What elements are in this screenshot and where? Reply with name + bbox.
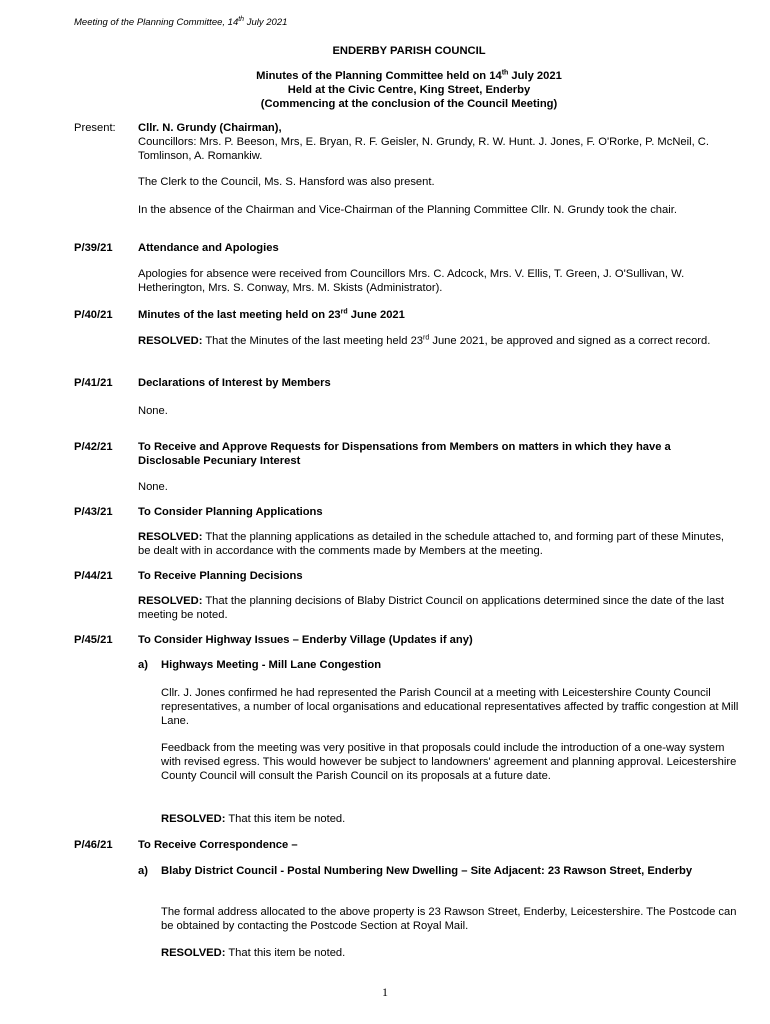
item-heading-p44: To Receive Planning Decisions [138, 570, 303, 582]
item-number-p44: P/44/21 [74, 570, 113, 582]
sub-item-heading-p45a: Highways Meeting - Mill Lane Congestion [161, 659, 382, 671]
resolved-label: RESOLVED: [161, 947, 226, 959]
council-name: ENDERBY PARISH COUNCIL [332, 45, 486, 57]
item-number-p46: P/46/21 [74, 839, 113, 851]
item-number-p42: P/42/21 [74, 441, 113, 453]
sub-item-para1-p46a: The formal address allocated to the above property is 23 Rawson Street, Enderby, Leicestershire. The Postcode can be obtained by contacting the Postcode Section at Royal Mail. [161, 906, 737, 932]
sub-item-heading-p46a: Blaby District Council - Postal Numbering New Dwelling – Site Adjacent: 23 Rawson Street, Enderby [161, 865, 693, 877]
item-heading-p39: Attendance and Apologies [138, 242, 279, 254]
present-councillors: Councillors: Mrs. P. Beeson, Mrs, E. Bryan, R. F. Geisler, N. Grundy, R. W. Hunt. J. Jones, F. O'Rorke, P. McNeil, C. Tomlinson, A. Romankiw. [138, 136, 709, 162]
minutes-title-line3: (Commencing at the conclusion of the Council Meeting) [260, 98, 558, 110]
minutes-title-line2: Held at the Civic Centre, King Street, Enderby [287, 84, 531, 96]
item-body-p40: RESOLVED: That the Minutes of the last meeting held 23rd June 2021, be approved and signed as a correct record. [138, 334, 711, 347]
resolved-label: RESOLVED: [138, 595, 203, 607]
sub-item-para2-p45a: Feedback from the meeting was very positive in that proposals could include the introduction of a one-way system with revised egress. This would however be subject to landowners' agreement and planning approval. Leicestershire County Council will consult the Parish Council on its proposals at a future date. [161, 742, 737, 782]
item-heading-p42: To Receive and Approve Requests for Dispensations from Members on matters in which they have a Disclosable Pecuniary Interest [138, 441, 671, 467]
sub-item-resolved-p46a: RESOLVED: That this item be noted. [161, 947, 346, 959]
present-clerk: The Clerk to the Council, Ms. S. Hansford was also present. [138, 176, 435, 188]
sub-item-letter-p46a: a) [138, 865, 148, 877]
resolved-label: RESOLVED: [161, 813, 226, 825]
item-heading-p46: To Receive Correspondence – [138, 839, 298, 851]
present-label: Present: [74, 122, 116, 134]
resolved-label: RESOLVED: [138, 531, 203, 543]
item-heading-p40: Minutes of the last meeting held on 23rd June 2021 [138, 308, 405, 321]
item-heading-p41: Declarations of Interest by Members [138, 377, 331, 389]
minutes-title [74, 69, 744, 111]
item-body-p41: None. [138, 405, 168, 417]
resolved-label: RESOLVED: [138, 335, 203, 347]
item-number-p45: P/45/21 [74, 634, 113, 646]
item-number-p41: P/41/21 [74, 377, 113, 389]
sub-item-letter-p45a: a) [138, 659, 148, 671]
item-body-p44: RESOLVED: That the planning decisions of Blaby District Council on applications determined since the date of the last meeting be noted. [138, 595, 724, 621]
item-number-p43: P/43/21 [74, 506, 113, 518]
present-absence-note: In the absence of the Chairman and Vice-Chairman of the Planning Committee Cllr. N. Grundy took the chair. [138, 204, 677, 216]
running-head: Meeting of the Planning Committee, 14th July 2021 [74, 15, 288, 28]
item-number-p39: P/39/21 [74, 242, 113, 254]
sub-item-resolved-p45a: RESOLVED: That this item be noted. [161, 813, 346, 825]
minutes-title-line1: Minutes of the Planning Committee held on 14th July 2021 [256, 69, 562, 82]
item-heading-p43: To Consider Planning Applications [138, 506, 323, 518]
sub-item-para1-p45a: Cllr. J. Jones confirmed he had represented the Parish Council at a meeting with Leicestershire County Council representatives, a number of local organisations and educational representatives affected by traffic congestion at Mill Lane. [161, 687, 739, 727]
item-body-p39: Apologies for absence were received from Councillors Mrs. C. Adcock, Mrs. V. Ellis, T. Green, J. O'Sullivan, W. Hetherington, Mrs. S. Conway, Mrs. M. Skists (Administrator). [138, 268, 685, 294]
item-body-p42: None. [138, 481, 168, 493]
item-number-p40: P/40/21 [74, 309, 113, 321]
present-chair: Cllr. N. Grundy (Chairman), [138, 122, 282, 134]
page-number: 1 [382, 985, 388, 999]
item-heading-p45: To Consider Highway Issues – Enderby Village (Updates if any) [138, 634, 473, 646]
item-body-p43: RESOLVED: That the planning applications as detailed in the schedule attached to, and forming part of these Minutes, be dealt with in accordance with the comments made by Members at the meeting. [138, 531, 725, 557]
present-attendees [138, 121, 736, 163]
